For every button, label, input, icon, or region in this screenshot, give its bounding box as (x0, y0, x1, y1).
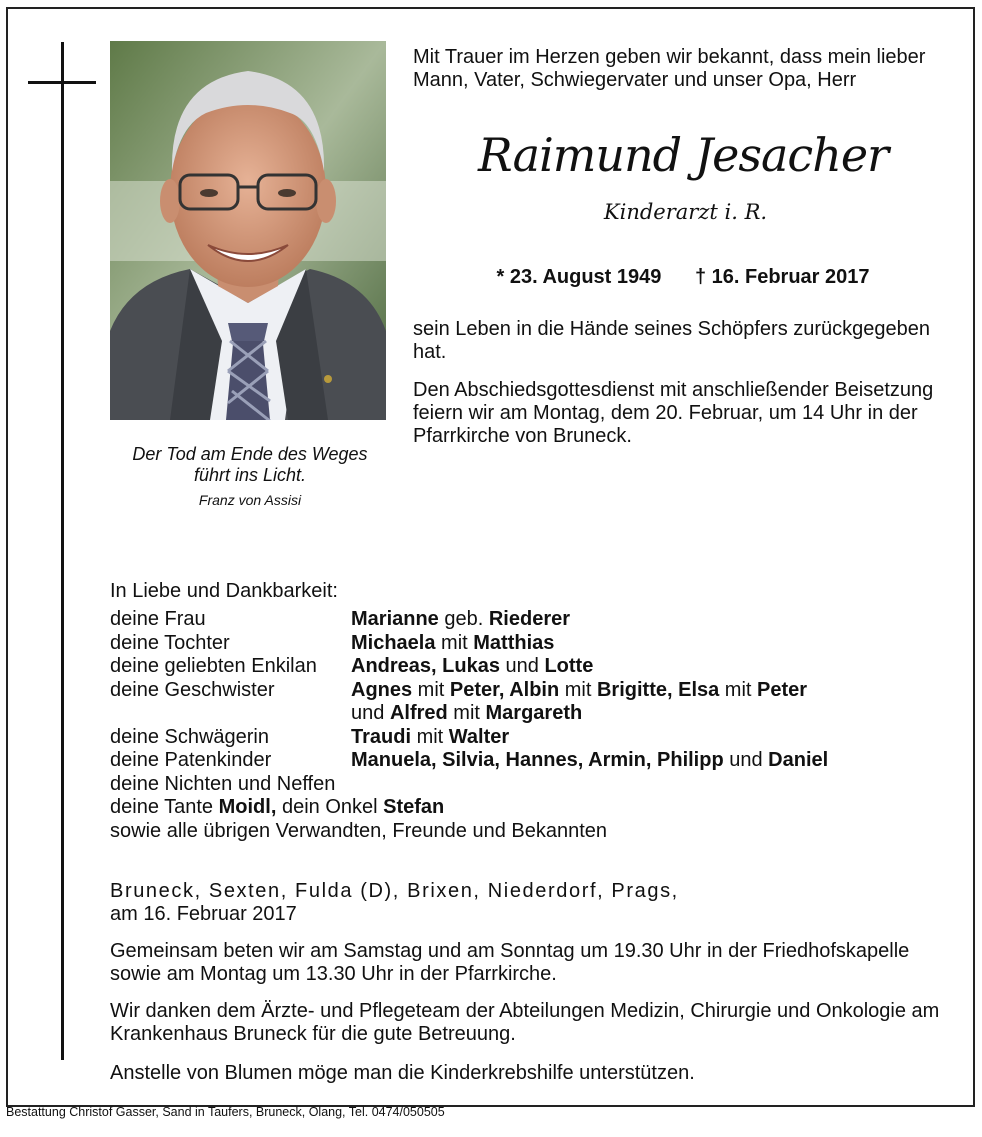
relation-label: deine Frau (110, 608, 206, 630)
places-and-date (110, 880, 790, 926)
quote-author: Franz von Assisi (198, 492, 302, 508)
quote-line-2: führt ins Licht. (193, 465, 307, 485)
dates (413, 266, 953, 289)
relation-names: Andreas, Lukas und Lotte (351, 655, 594, 677)
places-line: Bruneck, Sexten, Fulda (D), Brixen, Niederdorf, Prags, (110, 880, 679, 902)
relation-nieces: deine Nichten und Neffen (110, 772, 336, 795)
relatives-list (110, 608, 828, 843)
relation-aunt-uncle: deine Tante Moidl, dein Onkel Stefan (110, 796, 445, 818)
relative-row (110, 726, 828, 750)
relative-row (110, 796, 828, 820)
relation-label: deine geliebten Enkilan (110, 655, 317, 677)
relation-label: deine Patenkinder (110, 749, 272, 771)
birth-date: * 23. August 1949 (496, 266, 662, 288)
relation-others: sowie alle übrigen Verwandten, Freunde und Bekannten (110, 819, 608, 842)
intro-text: Mit Trauer im Herzen geben wir bekannt, dass mein lieber Mann, Vater, Schwiegervater und unser Opa, Herr (413, 46, 926, 91)
relation-label: deine Schwägerin (110, 725, 269, 748)
relation-label: deine Tochter (110, 631, 230, 654)
relation-names: und Alfred mit Margareth (351, 702, 583, 724)
portrait-photo (110, 41, 386, 420)
flowers-text: Anstelle von Blumen möge man die Kinderkrebshilfe unterstützen. (110, 1062, 695, 1084)
relation-label: deine Geschwister (110, 678, 275, 701)
relative-row (110, 679, 828, 703)
date-line: am 16. Februar 2017 (110, 903, 297, 925)
gratitude-text: Wir danken dem Ärzte- und Pflegeteam der Abteilungen Medizin, Chirurgie und Onkologie am Krankenhaus Bruneck für die gute Betreuung. (110, 1000, 940, 1045)
relation-names: Michaela mit Matthias (351, 631, 555, 654)
relative-row (110, 702, 828, 726)
relation-names: Marianne geb. Riederer (351, 608, 571, 630)
relation-names: Agnes mit Peter, Albin mit Brigitte, Elsa mit Peter (351, 678, 808, 701)
cross-horizontal (28, 81, 96, 84)
thanks-heading: In Liebe und Dankbarkeit: (110, 580, 338, 602)
prayer-text: Gemeinsam beten wir am Samstag und am Sonntag um 19.30 Uhr in der Friedhofskapelle sowie am Montag um 13.30 Uhr in der Pfarrkirche. (110, 940, 910, 985)
relative-row (110, 632, 828, 656)
cross-vertical (61, 42, 64, 1060)
death-date: † 16. Februar 2017 (694, 266, 870, 288)
funeral-home-footer: Bestattung Christof Gasser, Sand in Taufers, Bruneck, Olang, Tel. 0474/050505 (6, 1105, 445, 1119)
relative-row (110, 820, 828, 844)
deceased-title: Kinderarzt i. R. (603, 200, 768, 224)
relative-row (110, 749, 828, 773)
relative-row (110, 655, 828, 679)
service-text: Den Abschiedsgottesdienst mit anschließender Beisetzung feiern wir am Montag, dem 20. Februar, um 14 Uhr in der Pfarrkirche von Bruneck. (413, 379, 934, 447)
quote-line-1: Der Tod am Ende des Weges (132, 444, 368, 464)
relation-names: Manuela, Silvia, Hannes, Armin, Philipp und Daniel (351, 749, 829, 771)
relative-row (110, 773, 828, 797)
relation-names: Traudi mit Walter (351, 725, 510, 748)
quote (100, 444, 400, 486)
life-text: sein Leben in die Hände seines Schöpfers zurückgegeben hat. (413, 318, 931, 363)
relative-row (110, 608, 828, 632)
deceased-name: Raimund Jesacher (477, 128, 889, 182)
